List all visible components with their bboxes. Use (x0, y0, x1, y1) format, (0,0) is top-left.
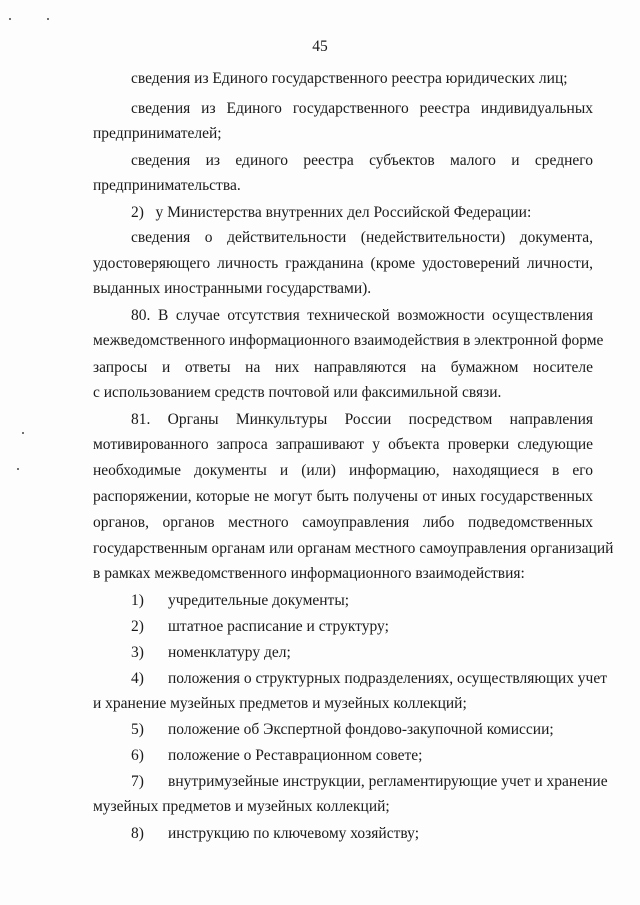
text-line: с использованием средств почтовой или факсимильной связи. (93, 384, 502, 401)
list-item-text: инструкцию по ключевому хозяйству; (168, 825, 420, 842)
list-item-number: 5) (131, 721, 144, 738)
list-item-text: учредительные документы; (168, 592, 350, 609)
text-line: мотивированного запроса запрашивают у объекта проверки следующие (93, 436, 593, 453)
list-item-text: номенклатуру дел; (168, 644, 291, 661)
list-item-number: 8) (131, 825, 144, 842)
list-item-number: 7) (131, 773, 144, 790)
paragraph-81-line: 81. Органы Минкультуры России посредством направления (131, 411, 593, 428)
list-item-number: 3) (131, 644, 144, 661)
list-item-number: 2) (131, 618, 144, 635)
text-line: запросы и ответы на них направляются на бумажном носителе (93, 359, 593, 376)
list-item-text: штатное расписание и структуру; (168, 618, 389, 635)
text-line: государственным органам или органам местного самоуправления организаций (93, 540, 614, 557)
text-line: сведения из единого реестра субъектов малого и среднего (131, 152, 593, 169)
scan-speck (17, 468, 19, 470)
scan-speck (9, 18, 11, 20)
text-line: межведомственного информационного взаимодействия в электронной форме (93, 332, 604, 349)
text-line: органов, органов местного самоуправления либо подведомственных (93, 514, 593, 531)
text-line: 2) у Министерства внутренних дел Российской Федерации: (131, 204, 532, 221)
text-line: сведения о действительности (недействительности) документа, (131, 229, 593, 246)
list-item-number: 6) (131, 747, 144, 764)
text-line: предпринимателей; (93, 125, 222, 142)
scan-speck (22, 432, 24, 434)
list-item-number: 1) (131, 592, 144, 609)
list-item-text: положение об Экспертной фондово-закупочной комиссии; (168, 721, 554, 738)
list-item-text: положение о Реставрационном совете; (168, 747, 423, 764)
text-line: в рамках межведомственного информационного взаимодействия: (93, 565, 525, 582)
text-line: сведения из Единого государственного реестра индивидуальных (131, 100, 593, 117)
text-line: сведения из Единого государственного реестра юридических лиц; (131, 70, 568, 87)
text-line: удостоверяющего личность гражданина (кроме удостоверений личности, (93, 255, 593, 272)
scan-speck (47, 18, 49, 20)
page-number: 45 (312, 38, 328, 55)
text-line: предпринимательства. (93, 177, 241, 194)
text-line: распоряжении, которые не могут быть получены от иных государственных (93, 488, 593, 505)
text-line: выданных иностранными государствами). (93, 280, 372, 297)
list-item-text: внутримузейные инструкции, регламентирующие учет и хранение (168, 773, 608, 790)
list-item-continuation: музейных предметов и музейных коллекций; (93, 798, 390, 815)
paragraph-80-line: 80. В случае отсутствия технической возможности осуществления (131, 307, 593, 324)
list-item-continuation: и хранение музейных предметов и музейных коллекций; (93, 695, 467, 712)
text-line: необходимые документы и (или) информацию, находящиеся в его (93, 462, 593, 479)
list-item-text: положения о структурных подразделениях, осуществляющих учет (168, 670, 607, 687)
list-item-number: 4) (131, 670, 144, 687)
